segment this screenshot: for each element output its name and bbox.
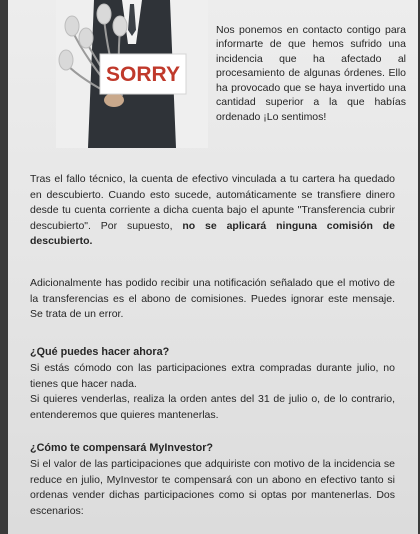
paragraph-overdraft-text: Tras el fallo técnico, la cuenta de efectivo vinculada a tu cartera ha quedado en descubierto. Cuando esto sucede, automáticamente se transfiere dinero desde tu cuenta corriente a dicha cuenta bajo el apunte "Transferencia cubrir descubierto". Por supuesto,	[30, 173, 395, 232]
what-to-do-line-2: Si quieres venderlas, realiza la orden antes del 31 de julio o, de lo contrario, entenderemos que quieres mantenerlas.	[30, 393, 395, 421]
sorry-sign-text: SORRY	[106, 63, 180, 86]
sorry-illustration	[56, 0, 208, 148]
section-compensation-body: Si el valor de las participaciones que adquiriste con motivo de la incidencia se reduce en julio, MyInvestor te compensará con un abono en efectivo tanto si ordenas vender dichas participaciones como si optas por mantenerlas. Dos escenarios:	[30, 458, 395, 517]
section-what-to-do-body	[30, 361, 395, 423]
paragraph-notification: Adicionalmente has podido recibir una notificación señalado que el motivo de la transferencias es el abono de comisiones. Puedes ignorar este mensaje. Se trata de un error.	[30, 277, 395, 320]
header-section	[8, 0, 418, 170]
what-to-do-line-1: Si estás cómodo con las participaciones extra compradas durante julio, no tienes que hacer nada.	[30, 362, 395, 390]
sorry-photo	[56, 0, 208, 148]
email-page	[8, 0, 418, 534]
paragraph-overdraft	[30, 172, 395, 250]
no-fee-notice: no se aplicará ninguna comisión de descubierto.	[30, 219, 395, 247]
section-heading-what-to-do: ¿Qué puedes hacer ahora?	[30, 346, 170, 358]
section-heading-compensation: ¿Cómo te compensará MyInvestor?	[30, 442, 213, 454]
intro-text: Nos ponemos en contacto contigo para informarte de que hemos sufrido una incidencia que ha afectado al procesamiento de algunas órdenes. Ello ha provocado que se haya invertido una cantidad superior a la que habías ordenado ¡Lo sentimos!	[216, 23, 406, 124]
